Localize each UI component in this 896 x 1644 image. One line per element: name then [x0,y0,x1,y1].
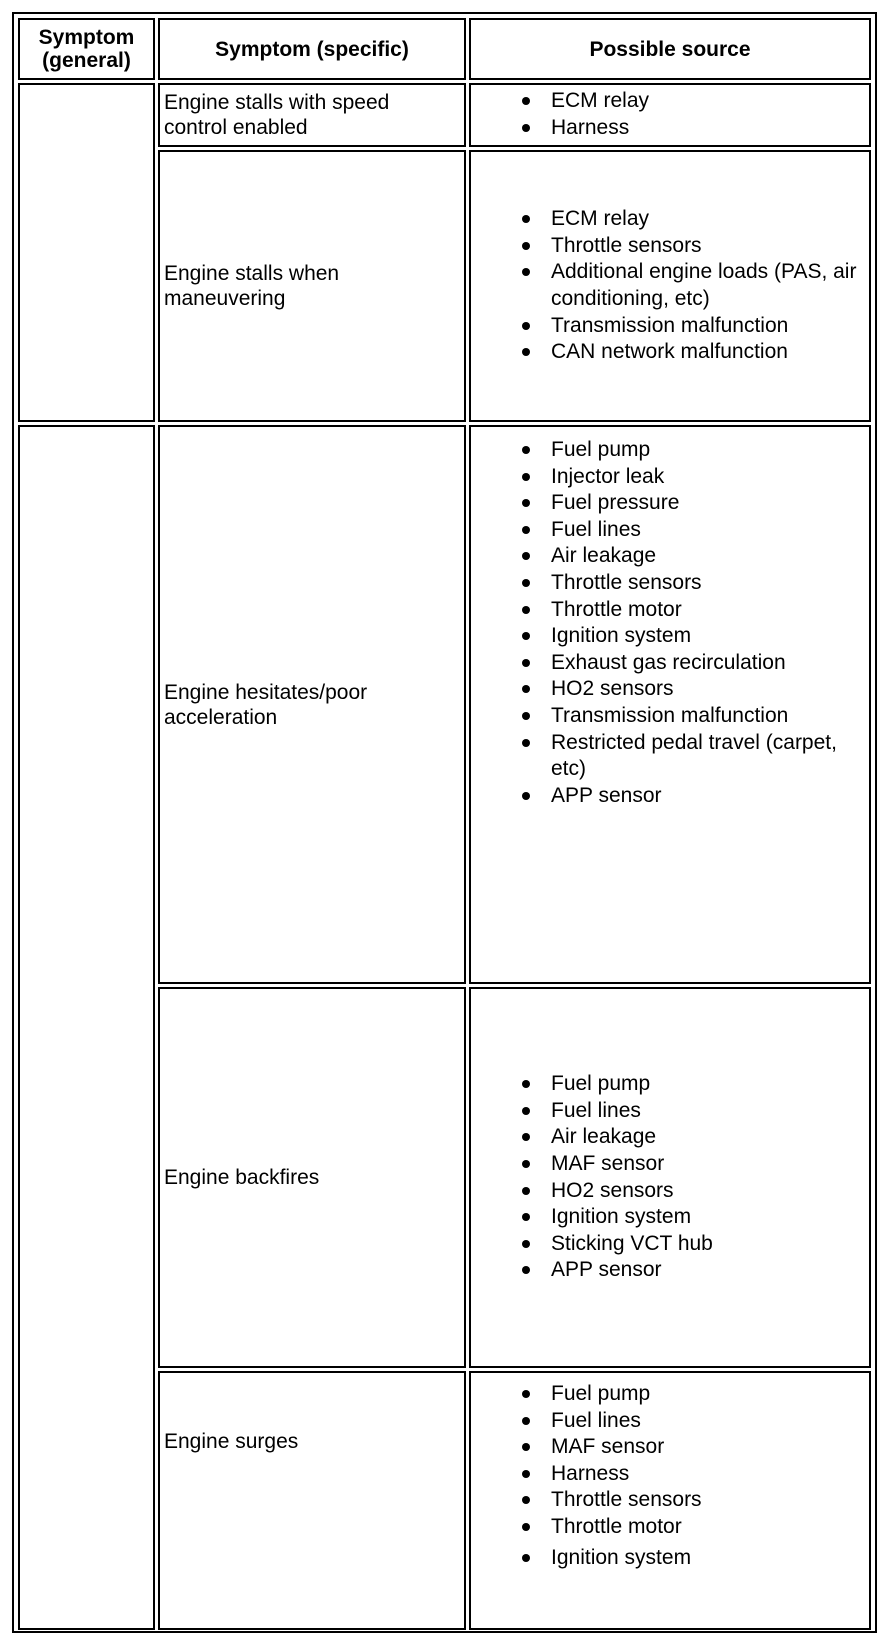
specific-cell-row-5 [158,1371,466,1630]
list-item: MAF sensor [519,1151,713,1178]
source-cell-row-5 [469,1371,871,1630]
source-cell-row-3 [469,425,871,984]
source-list [471,206,869,366]
list-item: APP sensor [519,1257,713,1284]
list-item: Fuel lines [519,1408,702,1435]
list-item: Fuel pump [519,1381,702,1408]
specific-label: Engine hesitates/poor acceleration [164,680,368,729]
general-cell-group-2 [18,425,155,1630]
list-item: Injector leak [519,464,869,491]
list-item: Fuel pressure [519,490,869,517]
specific-cell-row-3 [158,425,466,984]
specific-label: Engine backfires [164,1166,320,1189]
specific-cell-row-2 [158,150,466,422]
header-general [18,18,155,80]
list-item: Air leakage [519,1124,713,1151]
source-cell-row-1 [469,83,871,147]
list-item: HO2 sensors [519,1178,713,1205]
source-list [471,1381,702,1571]
list-item: Fuel pump [519,437,869,464]
list-item: Transmission malfunction [519,313,869,340]
source-list [471,437,869,809]
list-item: Fuel lines [519,517,869,544]
list-item: Throttle sensors [519,1487,702,1514]
list-item: APP sensor [519,783,869,810]
specific-label: Engine surges [164,1430,299,1453]
specific-cell-row-4 [158,987,466,1368]
list-item: ECM relay [519,206,869,233]
header-source-label: Possible source [589,37,751,61]
list-item: Throttle sensors [519,233,869,260]
list-item: Harness [519,1461,702,1488]
source-cell-row-2 [469,150,871,422]
list-item: HO2 sensors [519,676,869,703]
source-list [471,1071,713,1284]
list-item: Air leakage [519,543,869,570]
source-list [471,88,649,141]
list-item: Additional engine loads (PAS, air conditioning, etc) [519,259,869,312]
list-item: Fuel lines [519,1098,713,1125]
list-item: Restricted pedal travel (carpet, etc) [519,730,869,783]
list-item: Throttle sensors [519,570,869,597]
list-item: Sticking VCT hub [519,1231,713,1258]
specific-cell-row-1 [158,83,466,147]
header-source [469,18,871,80]
list-item: Ignition system [519,1545,702,1572]
list-item: Throttle motor [519,1514,702,1541]
header-specific [158,18,466,80]
list-item: Harness [519,115,649,142]
general-cell-group-1 [18,83,155,422]
list-item: Transmission malfunction [519,703,869,730]
list-item: ECM relay [519,88,649,115]
list-item: Ignition system [519,1204,713,1231]
specific-label: Engine stalls when maneuvering [164,262,340,310]
list-item: Exhaust gas recirculation [519,650,869,677]
specific-label: Engine stalls with speed control enabled [164,91,390,139]
list-item: CAN network malfunction [519,339,869,366]
list-item: Throttle motor [519,597,869,624]
list-item: Ignition system [519,623,869,650]
header-general-label: Symptom (general) [38,26,135,72]
list-item: Fuel pump [519,1071,713,1098]
list-item: MAF sensor [519,1434,702,1461]
source-cell-row-4 [469,987,871,1368]
header-specific-label: Symptom (specific) [215,37,409,61]
